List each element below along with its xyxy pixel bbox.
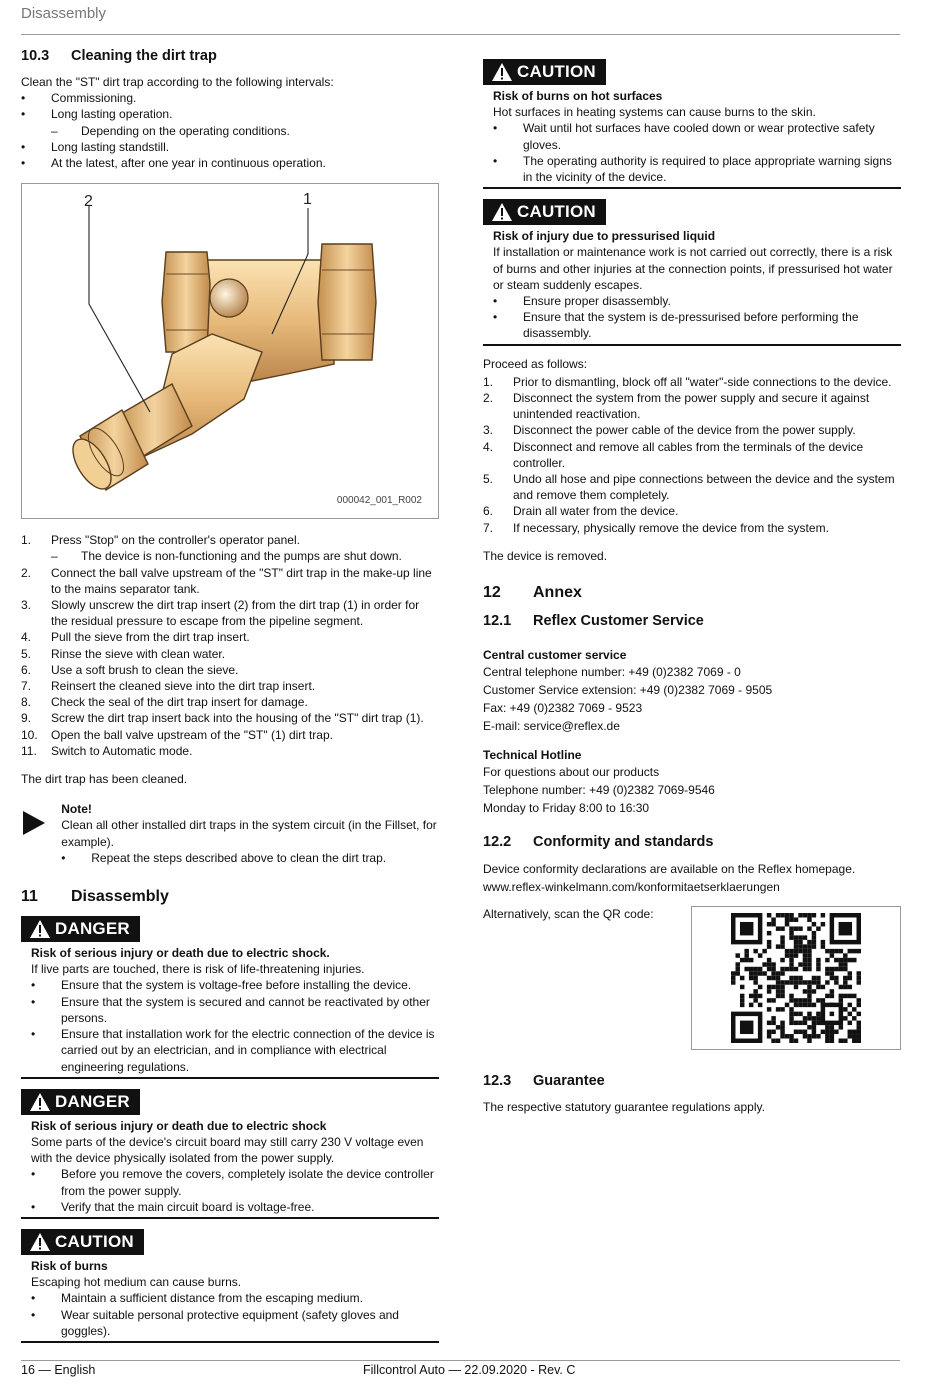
list-item: • Wear suitable personal protective equipment (safety gloves and goggles).: [31, 1307, 439, 1339]
list-item: 1. Press "Stop" on the controller's operator panel. – The device is non-functioning and the pumps are shut down.: [21, 532, 439, 564]
note-text: Clean all other installed dirt traps in the system circuit (in the Fillset, for example).: [61, 818, 437, 849]
contact-line: Customer Service extension: +49 (0)2382 7069 - 9505: [483, 683, 773, 698]
left-column: [21, 47, 439, 1353]
cleaning-steps: [21, 532, 439, 759]
section-12-1-heading: 12.1 Reflex Customer Service: [483, 613, 704, 630]
caution-box-burns: [21, 1229, 439, 1343]
proceed-text: Proceed as follows:: [483, 356, 588, 371]
interval-list: [21, 90, 439, 171]
list-item: • Ensure that the system is secured and cannot be reactivated by other persons.: [31, 994, 439, 1026]
central-service-title: Central customer service: [483, 648, 627, 663]
warning-title: Risk of burns: [31, 1258, 108, 1273]
list-item: • Before you remove the covers, completely isolate the device controller from the power supply.: [31, 1166, 439, 1198]
conformity-text: Device conformity declarations are available on the Reflex homepage.: [483, 862, 856, 877]
list-sub-item: – The device is non-functioning and the pumps are shut down.: [51, 548, 439, 564]
list-item: 4. Pull the sieve from the dirt trap insert.: [21, 630, 250, 645]
list-item: • At the latest, after one year in continuous operation.: [21, 155, 439, 171]
list-item: • Ensure that the system is de-pressurised before performing the disassembly.: [493, 309, 901, 341]
list-item: • Verify that the main circuit board is voltage-free.: [31, 1199, 439, 1215]
warning-text: Escaping hot medium can cause burns.: [31, 1275, 242, 1290]
list-item: 10. Open the ball valve upstream of the "ST" (1) dirt trap.: [21, 727, 333, 742]
note-title: Note!: [61, 802, 92, 817]
list-item: 11. Switch to Automatic mode.: [21, 743, 193, 758]
callout-2: 2: [84, 193, 93, 211]
dirt-trap-illustration: [22, 184, 440, 520]
danger-box-circuit-board: [21, 1089, 439, 1219]
list-item: 3. Slowly unscrew the dirt trap insert (2) from the dirt trap (1) in order for the residual pressure to escape from the pipeline segment.: [21, 598, 420, 629]
caution-badge: CAUTION: [483, 199, 606, 225]
dirt-trap-figure: [21, 183, 439, 519]
list-item: • Maintain a sufficient distance from the escaping medium.: [31, 1290, 439, 1306]
note-box: [21, 801, 439, 866]
contact-line: Monday to Friday 8:00 to 16:30: [483, 801, 650, 816]
warning-triangle-icon: [491, 62, 513, 82]
note-arrow-icon: [21, 809, 47, 837]
list-item: • The operating authority is required to place appropriate warning signs in the vicinity of the device.: [493, 153, 901, 185]
qr-code-box: [691, 906, 901, 1050]
conformity-url[interactable]: www.reflex-winkelmann.com/konformitaetserklaerungen: [483, 880, 780, 895]
warning-triangle-icon: [491, 202, 513, 222]
list-item: 6. Use a soft brush to clean the sieve.: [21, 662, 239, 677]
list-item: 6. Drain all water from the device.: [483, 504, 679, 519]
list-sub-item: – Depending on the operating conditions.: [51, 123, 439, 139]
list-item: 7. If necessary, physically remove the device from the system.: [483, 520, 829, 535]
section-10-3-heading: 10.3 Cleaning the dirt trap: [21, 48, 217, 64]
running-header: Disassembly: [21, 5, 107, 22]
contact-line: Telephone number: +49 (0)2382 7069-9546: [483, 783, 715, 798]
warning-text: Hot surfaces in heating systems can cause burns to the skin.: [493, 105, 816, 120]
warning-title: Risk of serious injury or death due to electric shock: [31, 1118, 327, 1133]
qr-code-icon: [731, 913, 861, 1043]
footer-divider: [21, 1360, 900, 1361]
warning-triangle-icon: [29, 919, 51, 939]
list-item: • Ensure that installation work for the electric connection of the device is carried out by an electrician, and in compliance with electrical engineering regulations.: [31, 1026, 439, 1075]
callout-1: 1: [303, 191, 312, 209]
danger-badge: DANGER: [21, 916, 140, 942]
caution-box-hot-surfaces: [483, 59, 901, 189]
guarantee-text: The respective statutory guarantee regulations apply.: [483, 1100, 765, 1115]
list-item: 7. Reinsert the cleaned sieve into the dirt trap insert.: [21, 679, 316, 694]
list-item: • Long lasting operation. – Depending on the operating conditions.: [21, 106, 439, 138]
list-item: 9. Screw the dirt trap insert back into the housing of the "ST" dirt trap (1).: [21, 711, 424, 726]
header-divider: [21, 34, 900, 35]
list-item: 5. Undo all hose and pipe connections between the device and the system and remove them completely.: [483, 472, 895, 503]
list-item: 5. Rinse the sieve with clean water.: [21, 646, 226, 661]
section-12-3-heading: 12.3 Guarantee: [483, 1073, 605, 1090]
qr-instruction: Alternatively, scan the QR code:: [483, 907, 654, 922]
disassembly-steps: [483, 374, 901, 536]
caution-badge: CAUTION: [21, 1229, 144, 1255]
section-12-2-heading: 12.2 Conformity and standards: [483, 834, 714, 851]
list-item: • Wait until hot surfaces have cooled down or wear protective safety gloves.: [493, 120, 901, 152]
qr-row: [483, 906, 901, 1050]
disassembly-result: The device is removed.: [483, 548, 608, 563]
list-item: 1. Prior to dismantling, block off all "water"-side connections to the device.: [483, 374, 892, 389]
list-item: • Repeat the steps described above to clean the dirt trap.: [61, 850, 439, 866]
warning-triangle-icon: [29, 1232, 51, 1252]
contact-line: E-mail: service@reflex.de: [483, 719, 620, 734]
caution-box-pressurised-liquid: [483, 199, 901, 345]
figure-reference: 000042_001_R002: [336, 495, 422, 507]
list-item: • Ensure proper disassembly.: [493, 293, 901, 309]
s103-intro: Clean the "ST" dirt trap according to the following intervals:: [21, 75, 334, 89]
section-12-heading: 12 Annex: [483, 584, 582, 602]
hotline-title: Technical Hotline: [483, 748, 582, 763]
list-item: • Long lasting standstill.: [21, 139, 439, 155]
list-item: • Ensure that the system is voltage-free before installing the device.: [31, 977, 439, 993]
warning-title: Risk of serious injury or death due to electric shock.: [31, 946, 330, 961]
list-item: 8. Check the seal of the dirt trap insert for damage.: [21, 695, 308, 710]
warning-title: Risk of burns on hot surfaces: [493, 89, 663, 103]
warning-text: If installation or maintenance work is not carried out correctly, there is a risk of burns and other injuries at the connection points, if pressurised hot water or steam suddenly escapes.: [493, 245, 893, 292]
list-item: 4. Disconnect and remove all cables from the terminals of the device controller.: [483, 439, 864, 470]
list-item: • Commissioning.: [21, 90, 439, 106]
section-11-heading: 11 Disassembly: [21, 888, 169, 906]
caution-badge: CAUTION: [483, 59, 606, 85]
contact-line: Fax: +49 (0)2382 7069 - 9523: [483, 701, 643, 716]
danger-box-electric-shock: [21, 916, 439, 1079]
list-item: 2. Connect the ball valve upstream of the "ST" dirt trap in the make-up line to the mains separator tank.: [21, 565, 432, 596]
list-item: 3. Disconnect the power cable of the device from the power supply.: [483, 423, 856, 438]
footer-document-info: Fillcontrol Auto — 22.09.2020 - Rev. C: [363, 1363, 576, 1377]
cleaning-result: The dirt trap has been cleaned.: [21, 772, 188, 787]
right-column: [483, 59, 901, 1116]
footer-page-language: 16 — English: [21, 1363, 96, 1377]
contact-line: Central telephone number: +49 (0)2382 7069 - 0: [483, 665, 741, 680]
warning-triangle-icon: [29, 1092, 51, 1112]
warning-title: Risk of injury due to pressurised liquid: [493, 229, 716, 244]
warning-text: Some parts of the device's circuit board may still carry 230 V voltage even with the device physically isolated from the power supply.: [31, 1134, 424, 1166]
contact-line: For questions about our products: [483, 765, 660, 780]
danger-badge: DANGER: [21, 1089, 140, 1115]
warning-text: If live parts are touched, there is risk of life-threatening injuries.: [31, 962, 365, 977]
list-item: 2. Disconnect the system from the power supply and secure it against unintended reactivation.: [483, 391, 870, 422]
